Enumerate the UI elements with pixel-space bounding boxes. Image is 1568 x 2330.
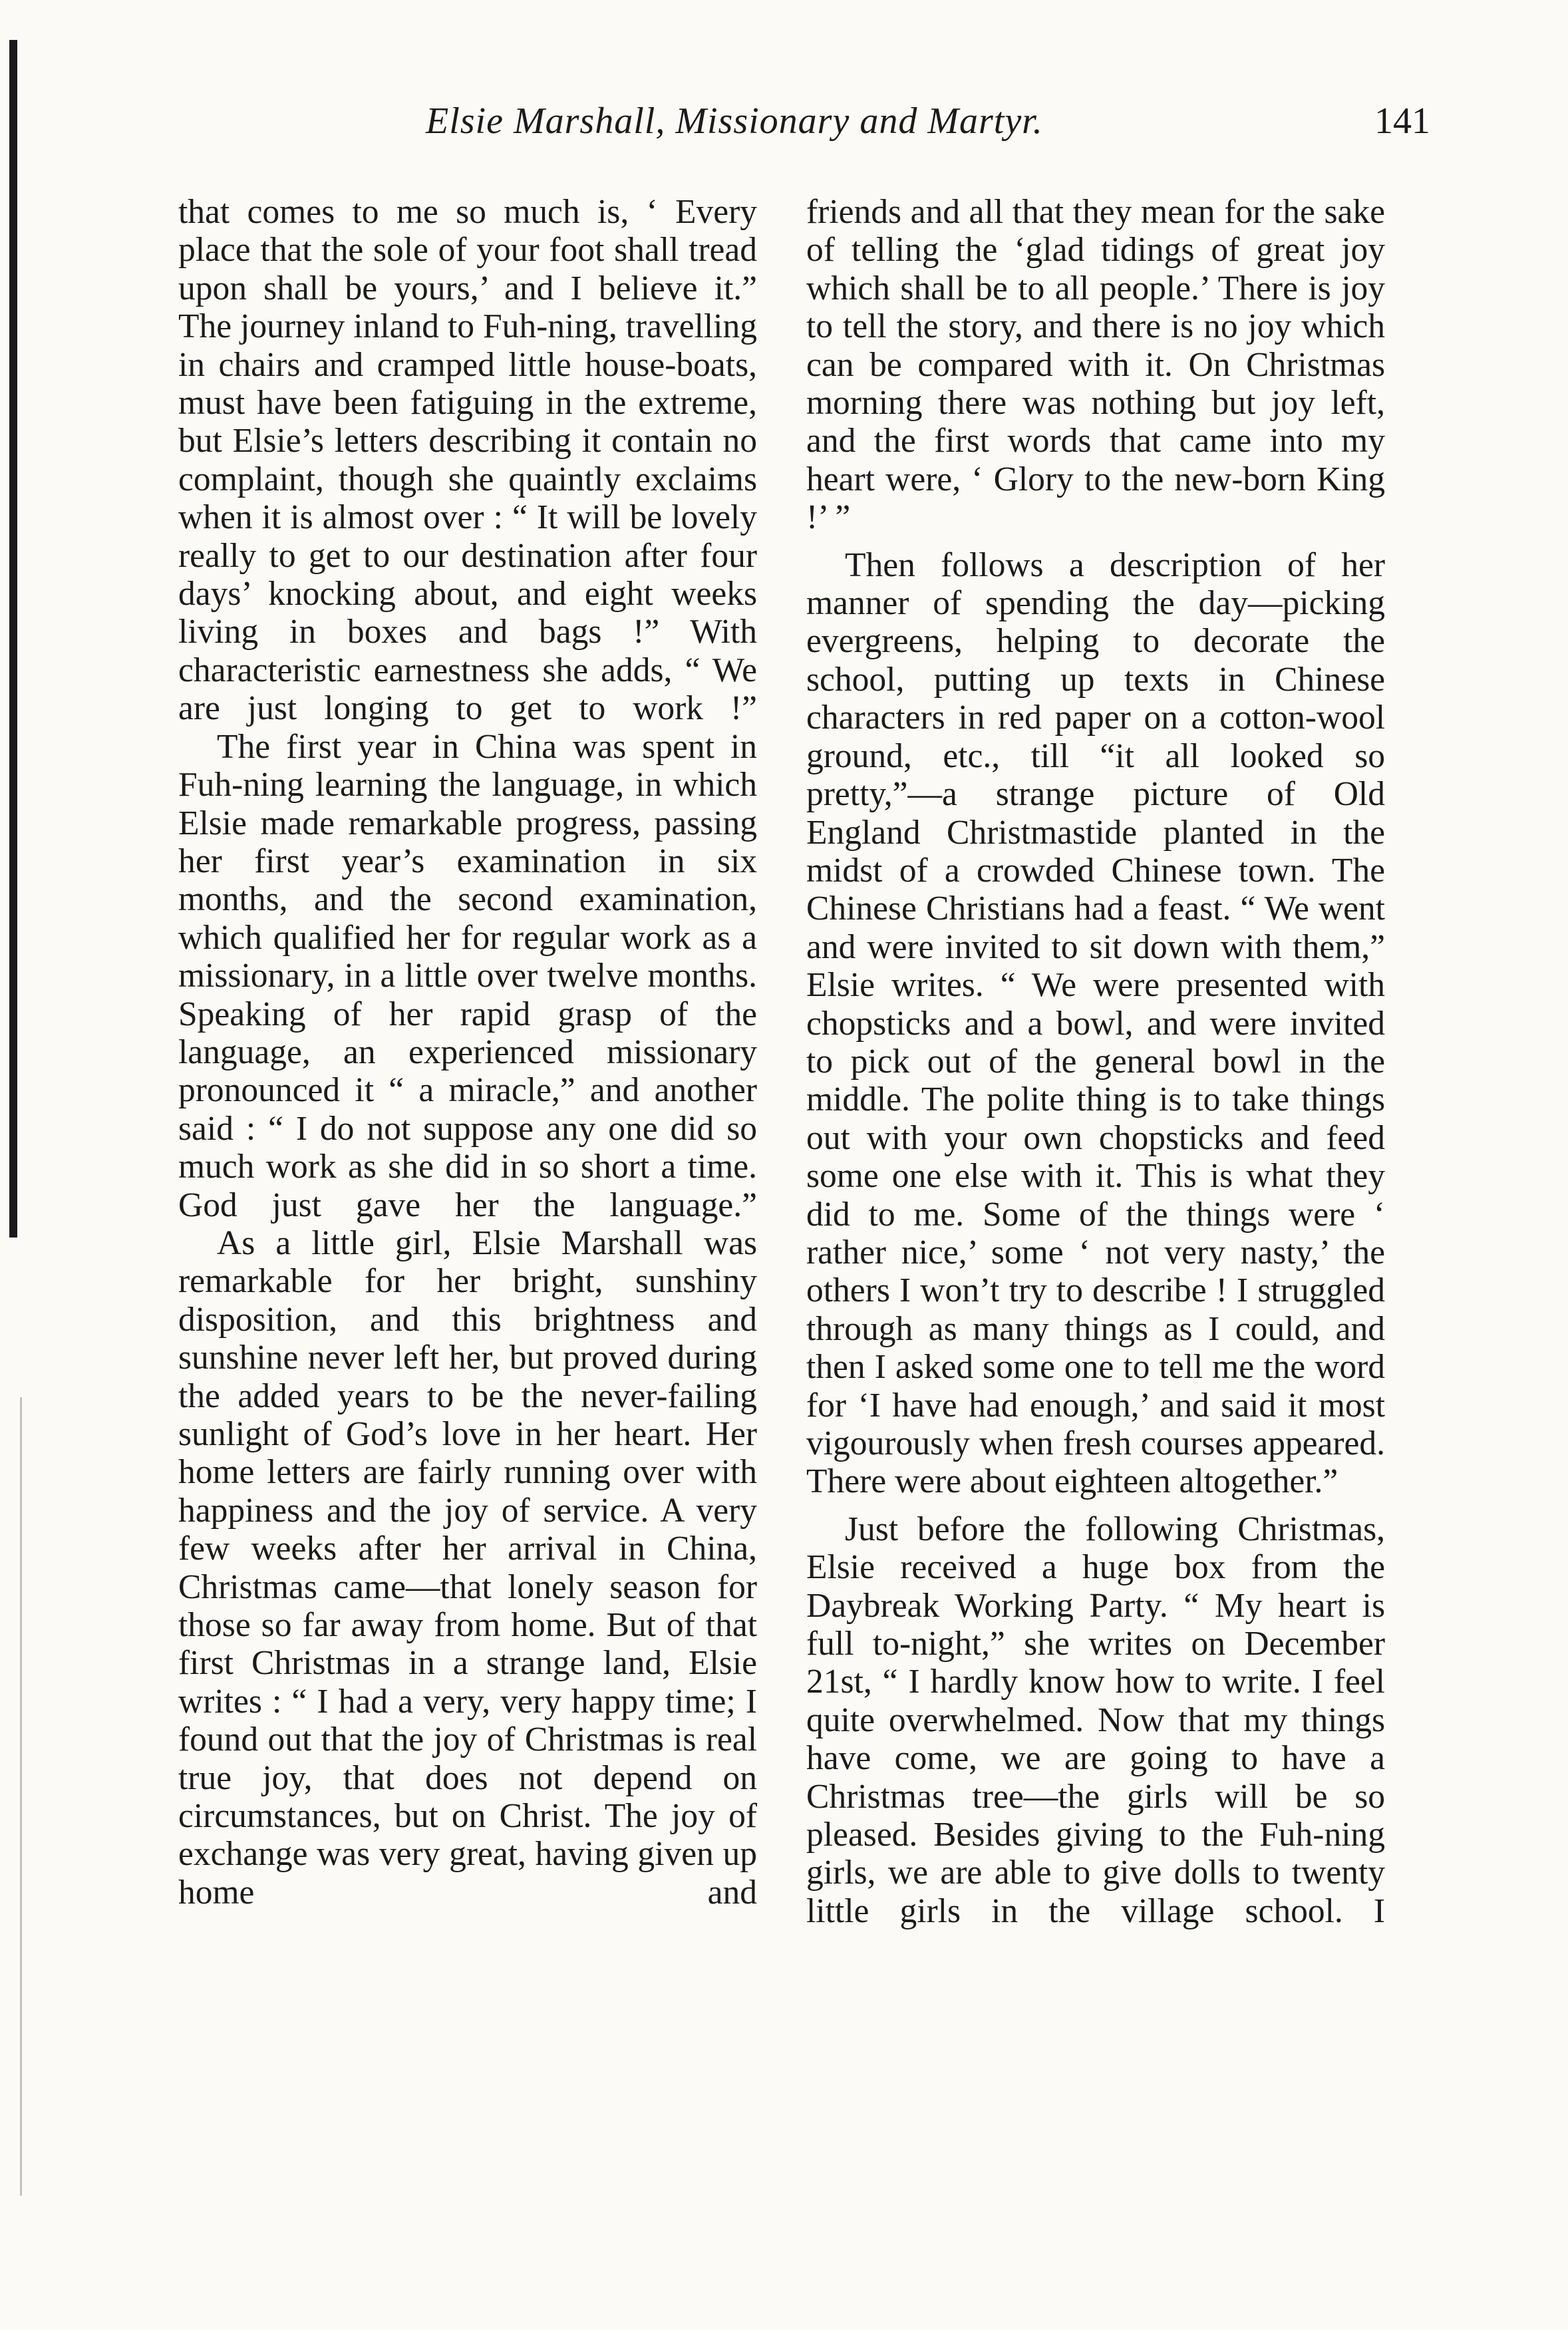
right-paragraph-2: Then follows a description of her manner of spending the day—picking evergreens, helping to decorate the school, putting up texts in Chinese characters in red paper on a cotton-wool ground, etc., till “it all looked so pretty,”—a strange picture of Old England Christmastide planted in the midst of a crowded Chinese town. The Chinese Christians had a feast. “ We went and were invited to sit down with them,” Elsie writes. “ We were presented with chopsticks and a bowl, and were invited to pick out of the general bowl in the middle. The polite thing is to take things out with your own chopsticks and feed some one else with it. This is what they did to me. Some of the things were ‘ rather nice,’ some ‘ not very nasty,’ the others I won’t try to describe ! I struggled through as many things as I could, and then I asked some one to tell me the word for ‘I have had enough,’ and said it most vigourously when fresh courses appeared. There were about eighteen altogether.” (806, 546, 1385, 1501)
left-paragraph-3: As a little girl, Elsie Marshall was remarkable for her bright, sunshiny disposition, and this brightness and sunshine never left her, but proved during the added years to be the never-failing sunlight of God’s love in her heart. Her home letters are fairly running over with happiness and the joy of service. A very few weeks after her arrival in China, Christmas came—that lonely season for those so far away from home. But of that first Christmas in a strange land, Elsie writes : “ I had a very, very happy time; I found out that the joy of Christmas is real true joy, that does not depend on circumstances, but on Christ. The joy of exchange was very great, having given up home and (178, 1224, 757, 1912)
page-binding-edge (9, 40, 17, 1238)
page-binding-shadow (20, 1397, 22, 2196)
page-number: 141 (1374, 100, 1430, 142)
right-paragraph-3: Just before the following Christmas, Elsie received a huge box from the Daybreak Working Party. “ My heart is full to-night,” she writes on December 21st, “ I hardly know how to write. I feel quite overwhelmed. Now that my things have come, we are going to have a Christmas tree—the girls will be so pleased. Besides giving to the Fuh-ning girls, we are able to give dolls to twenty little girls in the village school. I (806, 1510, 1385, 1930)
left-paragraph-2: The first year in China was spent in Fuh-ning learning the language, in which Elsie made remarkable progress, passing her first year’s examination in six months, and the second examination, which qualified her for regular work as a missionary, in a little over twelve months. Speaking of her rapid grasp of the language, an experienced missionary pronounced it “ a miracle,” and another said : “ I do not suppose any one did so much work as she did in so short a time. God just gave her the language.” (178, 727, 757, 1224)
running-title: Elsie Marshall, Missionary and Martyr. (426, 100, 1043, 142)
right-paragraph-1: friends and all that they mean for the sake of telling the ‘glad tidings of great joy which shall be to all people.’ There is joy to tell the story, and there is no joy which can be compared with it. On Christmas morning there was nothing but joy left, and the first words that came into my heart were, ‘ Glory to the new-born King !’ ” (806, 193, 1385, 537)
left-paragraph-1: that comes to me so much is, ‘ Every place that the sole of your foot shall tread upon shall be yours,’ and I believe it.” The journey inland to Fuh-ning, travelling in chairs and cramped little house-boats, must have been fatiguing in the extreme, but Elsie’s letters describing it contain no complaint, though she quaintly exclaims when it is almost over : “ It will be lovely really to get to our destination after four days’ knocking about, and eight weeks living in boxes and bags !” With characteristic earnestness she adds, “ We are just longing to get to work !” (178, 193, 757, 728)
right-column (806, 193, 1385, 1930)
left-column (178, 193, 757, 1912)
page-header (173, 100, 1430, 153)
